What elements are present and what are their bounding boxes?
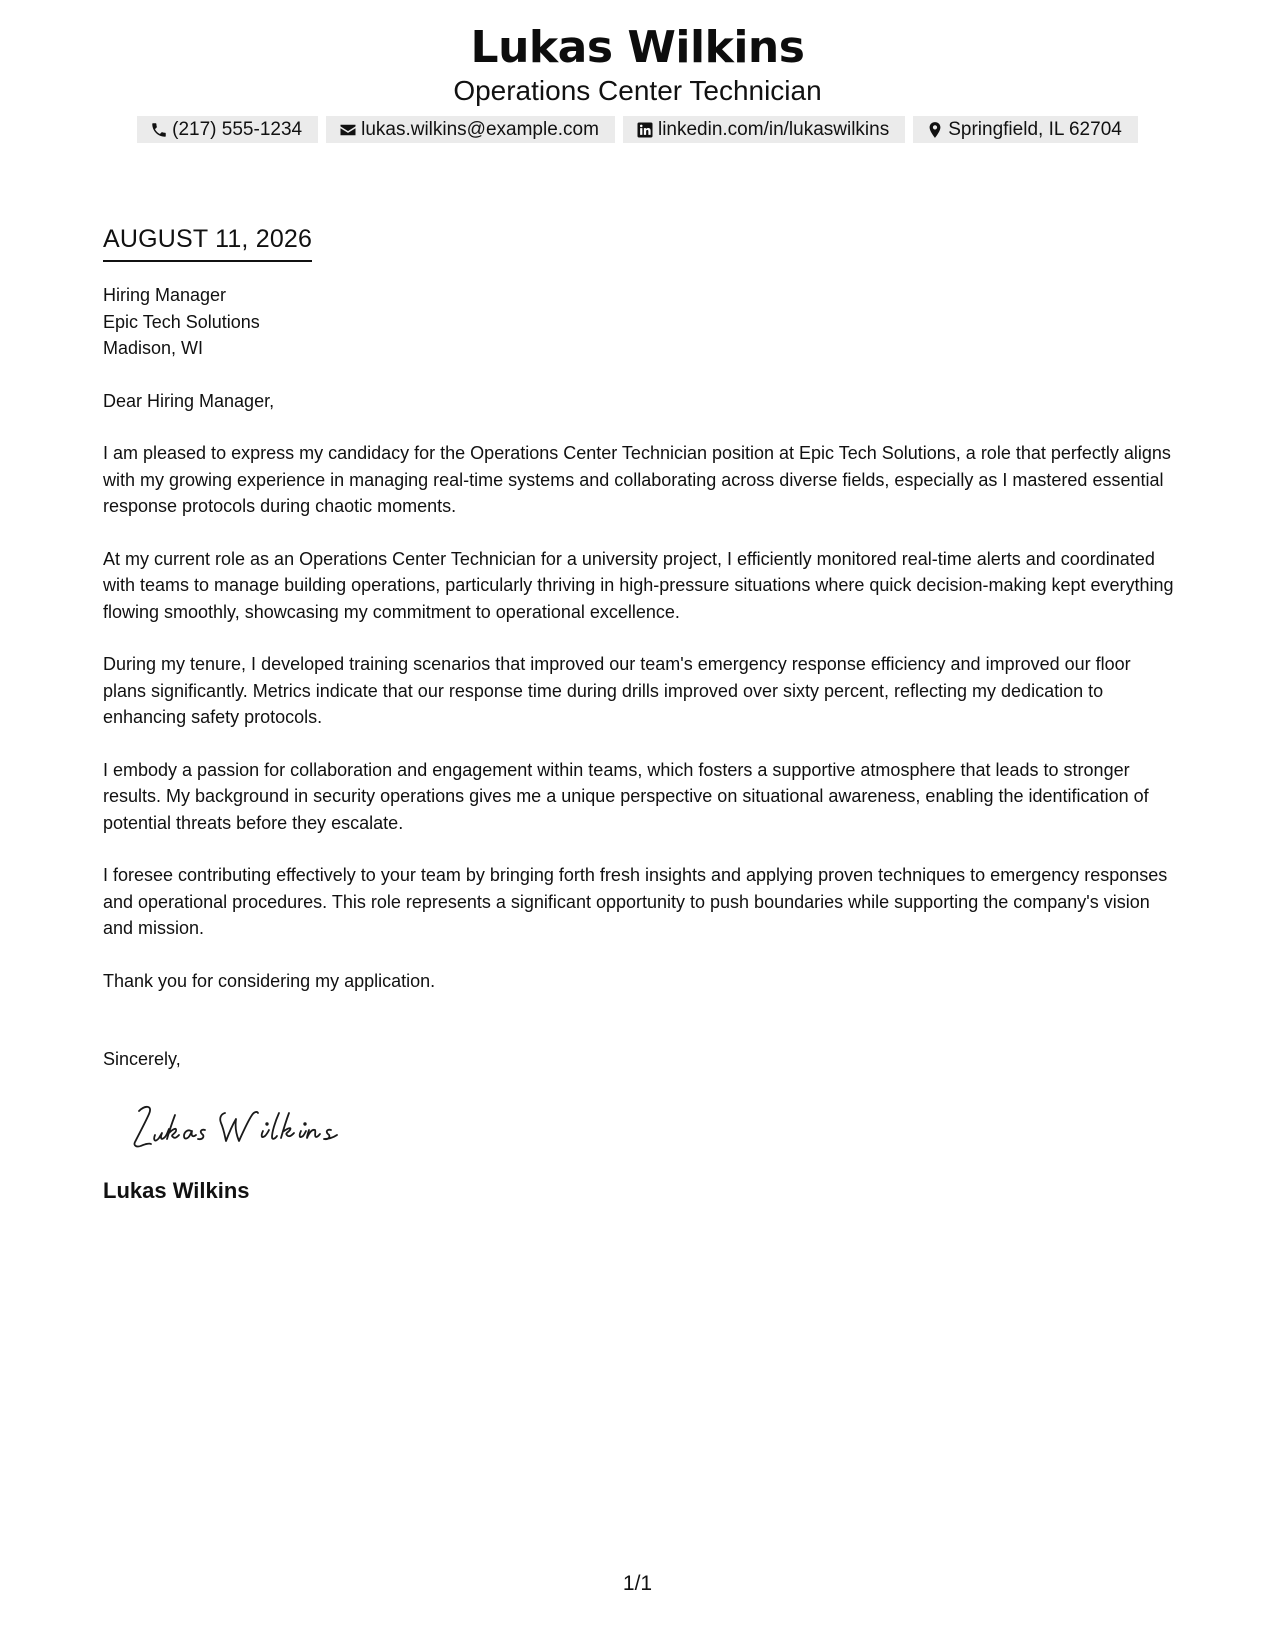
letter-date: AUGUST 11, 2026: [103, 222, 312, 262]
recipient-location: Madison, WI: [103, 338, 204, 358]
contact-bar: [0, 116, 1275, 143]
map-pin-icon: [925, 120, 945, 140]
contact-location[interactable]: [913, 116, 1138, 143]
closing-line: Thank you for considering my application.: [103, 970, 436, 991]
phone-icon: [149, 120, 169, 140]
page-indicator: 1/1: [622, 1572, 653, 1595]
body-paragraph: During my tenure, I developed training scenarios that improved our team's emergency response efficiency and improved our floor plans significantly. Metrics indicate that our response time during drills improved over sixty percent, reflecting my dedication to enhancing safety protocols.: [103, 654, 1131, 727]
signed-name: Lukas Wilkins: [103, 1177, 250, 1203]
linkedin-icon: [635, 120, 655, 140]
contact-linkedin[interactable]: [623, 116, 905, 143]
body-paragraph: I embody a passion for collaboration and engagement within teams, which fosters a supportive atmosphere that leads to stronger results. My background in security operations gives me a unique perspective on situational awareness, enabling the identification of potential threats before they escalate.: [103, 759, 1149, 833]
applicant-job-title: Operations Center Technician: [453, 75, 822, 106]
greeting: Dear Hiring Manager,: [103, 390, 275, 411]
contact-linkedin-text: linkedin.com/in/lukaswilkins: [657, 118, 890, 140]
body-paragraph: I foresee contributing effectively to your team by bringing forth fresh insights and applying proven techniques to emergency responses and operational procedures. This role represents a significant opportunity to push boundaries while supporting the company's vision and mission.: [103, 865, 1168, 938]
letter-body: [103, 222, 1178, 1205]
recipient-role: Hiring Manager: [103, 285, 227, 305]
letter-header: [0, 22, 1275, 143]
handwritten-signature: [117, 1097, 357, 1157]
recipient-company: Epic Tech Solutions: [103, 311, 260, 332]
signoff: Sincerely,: [103, 1049, 181, 1069]
contact-email[interactable]: [326, 116, 615, 143]
body-paragraph: I am pleased to express my candidacy for the Operations Center Technician position at Epic Tech Solutions, a role that perfectly aligns with my growing experience in managing real-time systems and collaborating across diverse fields, especially as I mastered essential response protocols during chaotic moments.: [103, 443, 1171, 516]
body-paragraph: At my current role as an Operations Center Technician for a university project, I efficiently monitored real-time alerts and coordinated with teams to manage building operations, particularly thriving in high-pressure situations where quick decision-making kept everything flowing smoothly, showcasing my commitment to operational excellence.: [103, 548, 1174, 622]
recipient-block: [103, 282, 1178, 362]
contact-phone-text: (217) 555-1234: [172, 118, 303, 140]
contact-location-text: Springfield, IL 62704: [948, 118, 1122, 140]
contact-email-text: lukas.wilkins@example.com: [361, 118, 599, 140]
contact-phone[interactable]: [137, 116, 318, 143]
applicant-name: Lukas Wilkins: [470, 22, 805, 73]
envelope-icon: [338, 120, 358, 140]
